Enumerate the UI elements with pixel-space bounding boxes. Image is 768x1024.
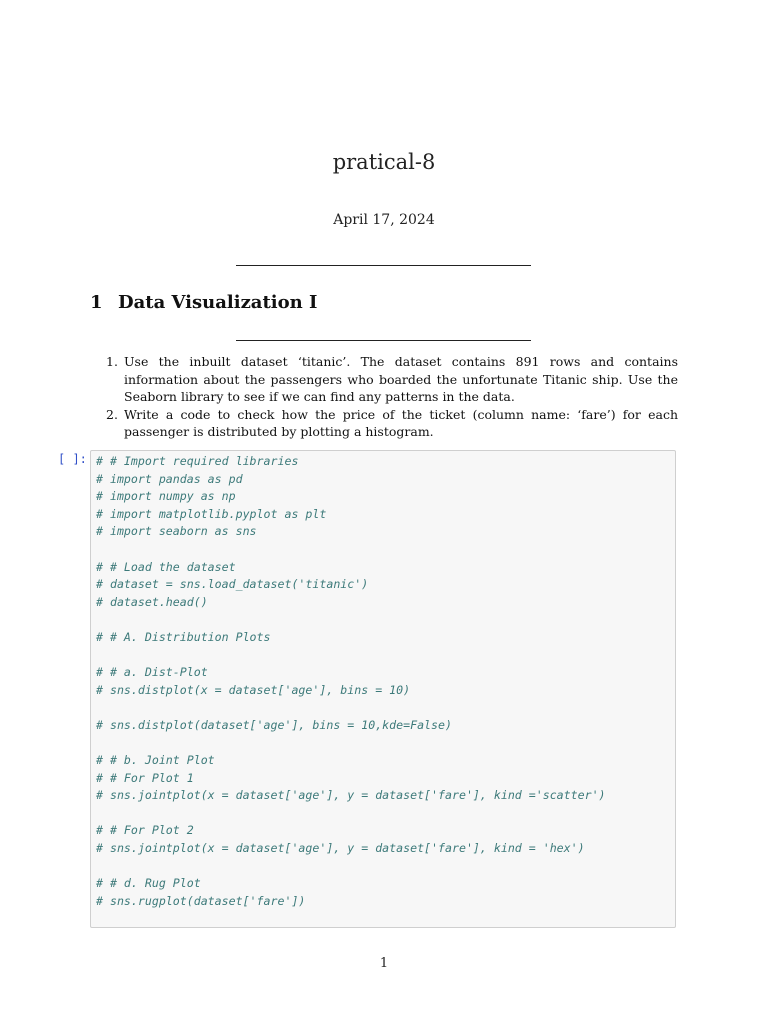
task-item: [106, 353, 678, 406]
code-line: # dataset.head(): [96, 594, 208, 609]
task-marker: 2.: [106, 406, 118, 422]
document-date: April 17, 2024: [333, 212, 435, 228]
task-list: [106, 353, 678, 441]
code-line: # sns.distplot(dataset['age'], bins = 10,kde=False): [96, 717, 452, 732]
task-text: Write a code to check how the price of the ticket (column name: ‘fare’) for each passenger is distributed by plotting a histogram.: [124, 406, 678, 439]
code-line: # sns.jointplot(x = dataset['age'], y = dataset['fare'], kind = 'hex'): [96, 841, 585, 856]
code-line: # # For Plot 1: [96, 770, 194, 785]
code-line: # # d. Rug Plot: [96, 876, 201, 891]
section-heading: [90, 292, 317, 313]
code-block[interactable]: [96, 453, 606, 910]
page-number: 1: [379, 956, 389, 971]
code-line: # sns.rugplot(dataset['fare']): [96, 893, 306, 908]
top-rule: [236, 265, 531, 266]
code-line: # # For Plot 2: [96, 823, 194, 838]
code-line: # # a. Dist-Plot: [96, 665, 208, 680]
code-line: # import matplotlib.pyplot as plt: [96, 506, 327, 521]
code-line: # # Import required libraries: [96, 454, 299, 468]
section-rule: [236, 340, 531, 341]
code-line: # # A. Distribution Plots: [96, 629, 271, 644]
task-text: Use the inbuilt dataset ‘titanic’. The dataset contains 891 rows and contains information about the passengers who boarded the unfortunate Titanic ship. Use the Seaborn library to see if we can find any patterns in the data.: [124, 354, 678, 404]
code-line: # # b. Joint Plot: [96, 753, 215, 768]
document-title: pratical-8: [332, 150, 436, 174]
code-line: # import numpy as np: [96, 489, 236, 504]
task-item: [106, 406, 678, 441]
code-line: # import pandas as pd: [96, 471, 243, 486]
code-line: # sns.distplot(x = dataset['age'], bins = 10): [96, 682, 411, 697]
cell-prompt: [ ]:: [58, 452, 87, 466]
task-marker: 1.: [106, 354, 118, 369]
section-number: 1: [90, 292, 103, 313]
code-cell[interactable]: [90, 450, 676, 928]
code-line: # # Load the dataset: [96, 559, 236, 574]
code-line: # dataset = sns.load_dataset('titanic'): [96, 577, 369, 592]
code-line: # sns.jointplot(x = dataset['age'], y = dataset['fare'], kind ='scatter'): [96, 788, 606, 803]
code-line: # import seaborn as sns: [96, 524, 257, 539]
section-title: Data Visualization I: [118, 292, 318, 313]
